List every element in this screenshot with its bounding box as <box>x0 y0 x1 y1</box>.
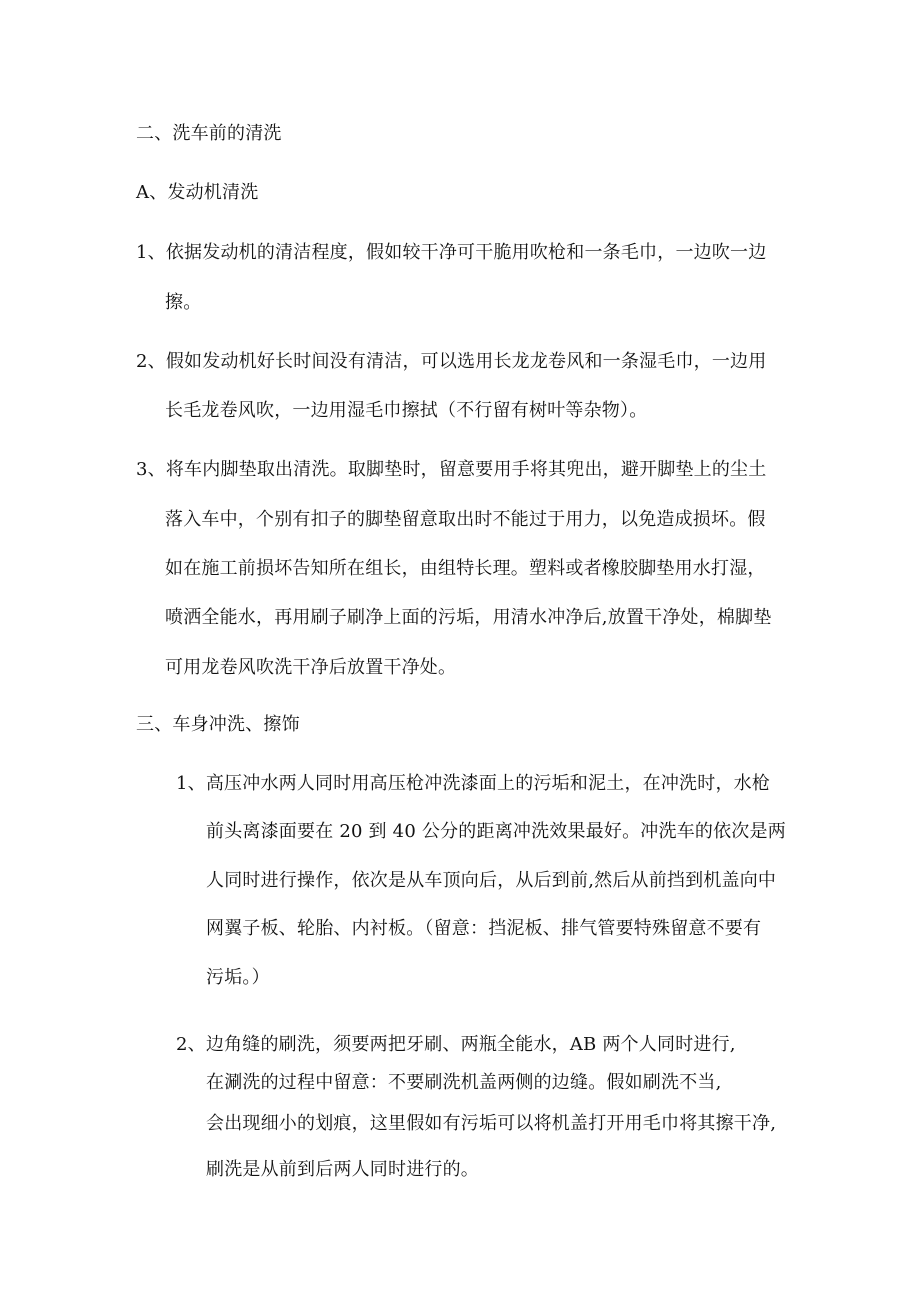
paragraph-line: 前头离漆面要在 20 到 40 公分的距离冲洗效果最好。冲洗车的依次是两 <box>206 821 786 842</box>
section-heading-3: 三、车身冲洗、擦饰 <box>136 714 300 735</box>
paragraph-line: 污垢。） <box>206 967 270 988</box>
paragraph-line: 2、假如发动机好长时间没有清洁，可以选用长龙龙卷风和一条湿毛巾，一边用 <box>136 351 767 372</box>
paragraph-line: 长毛龙卷风吹，一边用湿毛巾擦拭（不行留有树叶等杂物）。 <box>165 400 648 421</box>
paragraph-line: 3、将车内脚垫取出清洗。取脚垫时，留意要用手将其兜出，避开脚垫上的尘土 <box>136 459 767 480</box>
paragraph-line: 1、高压冲水两人同时用高压枪冲洗漆面上的污垢和泥土，在冲洗时，水枪 <box>176 773 771 794</box>
paragraph-line: 网翼子板、轮胎、内衬板。（留意：挡泥板、排气管要特殊留意不要有 <box>206 918 762 939</box>
paragraph-line: 如在施工前损坏告知所在组长，由组特长理。塑料或者橡胶脚垫用水打湿， <box>165 558 766 579</box>
paragraph-line: 可用龙卷风吹洗干净后放置干净处。 <box>165 657 457 678</box>
paragraph-line: 1、依据发动机的清洁程度，假如较干净可干脆用吹枪和一条毛巾，一边吹一边 <box>136 242 767 263</box>
paragraph-line: 刷洗是从前到后两人同时进行的。 <box>206 1159 479 1180</box>
paragraph-line: 喷洒全能水，再用刷子刷净上面的污垢，用清水冲净后,放置干净处，棉脚垫 <box>165 607 772 628</box>
paragraph-line: 会出现细小的划痕，这里假如有污垢可以将机盖打开用毛巾将其擦干净, <box>206 1113 777 1134</box>
paragraph-line: 2、边角缝的刷洗，须要两把牙刷、两瓶全能水，AB 两个人同时进行, <box>176 1034 736 1055</box>
paragraph-line: 落入车中，个别有扣子的脚垫留意取出时不能过于用力，以免造成损坏。假 <box>165 509 766 530</box>
paragraph-line: 在涮洗的过程中留意：不要刷洗机盖两侧的边缝。假如刷洗不当, <box>206 1072 722 1093</box>
section-heading-2: 二、洗车前的清洗 <box>136 123 282 144</box>
subsection-heading-a: A、发动机清洗 <box>136 182 259 203</box>
paragraph-line: 人同时进行操作，依次是从车顶向后，从后到前,然后从前挡到机盖向中 <box>206 870 777 891</box>
paragraph-line: 擦。 <box>165 292 202 313</box>
